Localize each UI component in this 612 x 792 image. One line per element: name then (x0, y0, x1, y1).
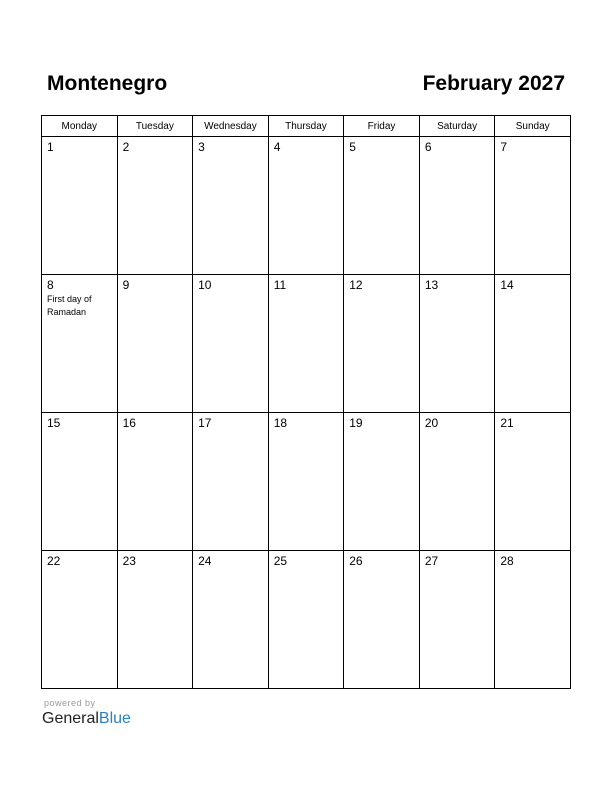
weekday-header: Sunday (495, 116, 571, 137)
brand-general-text: General (42, 710, 99, 727)
day-number: 1 (47, 140, 54, 154)
day-cell (344, 275, 420, 413)
day-number: 14 (500, 278, 514, 292)
day-cell (495, 413, 571, 551)
day-cell (117, 413, 193, 551)
weekday-header: Thursday (268, 116, 344, 137)
country-title: Montenegro (47, 72, 168, 95)
weekday-header: Wednesday (193, 116, 269, 137)
day-number: 23 (122, 554, 136, 568)
day-cell (268, 551, 344, 689)
weekday-header: Tuesday (117, 116, 193, 137)
day-cell (42, 275, 118, 413)
day-number: 18 (273, 416, 288, 430)
week-row (42, 275, 571, 413)
weekday-header-row (42, 116, 571, 137)
day-number: 11 (273, 278, 287, 292)
powered-by-label: powered by (44, 698, 96, 708)
day-cell (419, 137, 495, 275)
day-number: 8 (47, 278, 54, 292)
day-number: 9 (122, 278, 130, 292)
day-number: 12 (349, 278, 363, 292)
day-cell (268, 137, 344, 275)
day-cell (42, 137, 118, 275)
day-number: 6 (424, 140, 432, 154)
day-cell (193, 137, 269, 275)
day-number: 3 (198, 140, 205, 154)
day-cell (117, 137, 193, 275)
day-cell (419, 551, 495, 689)
day-cell (344, 137, 420, 275)
day-number: 19 (349, 416, 363, 430)
day-number: 24 (198, 554, 212, 568)
holiday-label: First day of Ramadan (47, 294, 92, 317)
month-year-title: February 2027 (422, 72, 565, 95)
day-cell (495, 137, 571, 275)
day-number: 7 (500, 140, 508, 154)
weekday-header: Friday (344, 116, 420, 137)
day-cell (42, 551, 118, 689)
day-cell (419, 413, 495, 551)
day-number: 22 (47, 554, 61, 568)
day-cell (193, 275, 269, 413)
day-number: 27 (424, 554, 439, 568)
day-cell (268, 413, 344, 551)
day-number: 13 (424, 278, 439, 292)
day-cell (344, 551, 420, 689)
day-number: 26 (349, 554, 363, 568)
day-cell (419, 275, 495, 413)
weekday-header: Monday (42, 116, 118, 137)
day-number: 28 (500, 554, 514, 568)
day-number: 5 (349, 140, 356, 154)
day-number: 25 (273, 554, 288, 568)
day-number: 16 (122, 416, 136, 430)
day-number: 2 (122, 140, 130, 154)
day-number: 4 (273, 140, 281, 154)
day-cell (193, 413, 269, 551)
week-row (42, 137, 571, 275)
day-cell (495, 275, 571, 413)
week-row (42, 551, 571, 689)
day-cell (495, 551, 571, 689)
day-number: 15 (47, 416, 61, 430)
generalblue-logo[interactable] (42, 710, 131, 728)
brand-blue-text: Blue (98, 710, 131, 727)
day-cell (42, 413, 118, 551)
day-number: 20 (424, 416, 439, 430)
day-cell (344, 413, 420, 551)
day-cell (117, 275, 193, 413)
day-cell (268, 275, 344, 413)
day-number: 10 (198, 278, 212, 292)
day-number: 21 (500, 416, 514, 430)
weekday-header: Saturday (419, 116, 495, 137)
day-cell (117, 551, 193, 689)
week-row (42, 413, 571, 551)
day-number: 17 (198, 416, 212, 430)
day-cell (193, 551, 269, 689)
calendar-grid (41, 115, 571, 689)
